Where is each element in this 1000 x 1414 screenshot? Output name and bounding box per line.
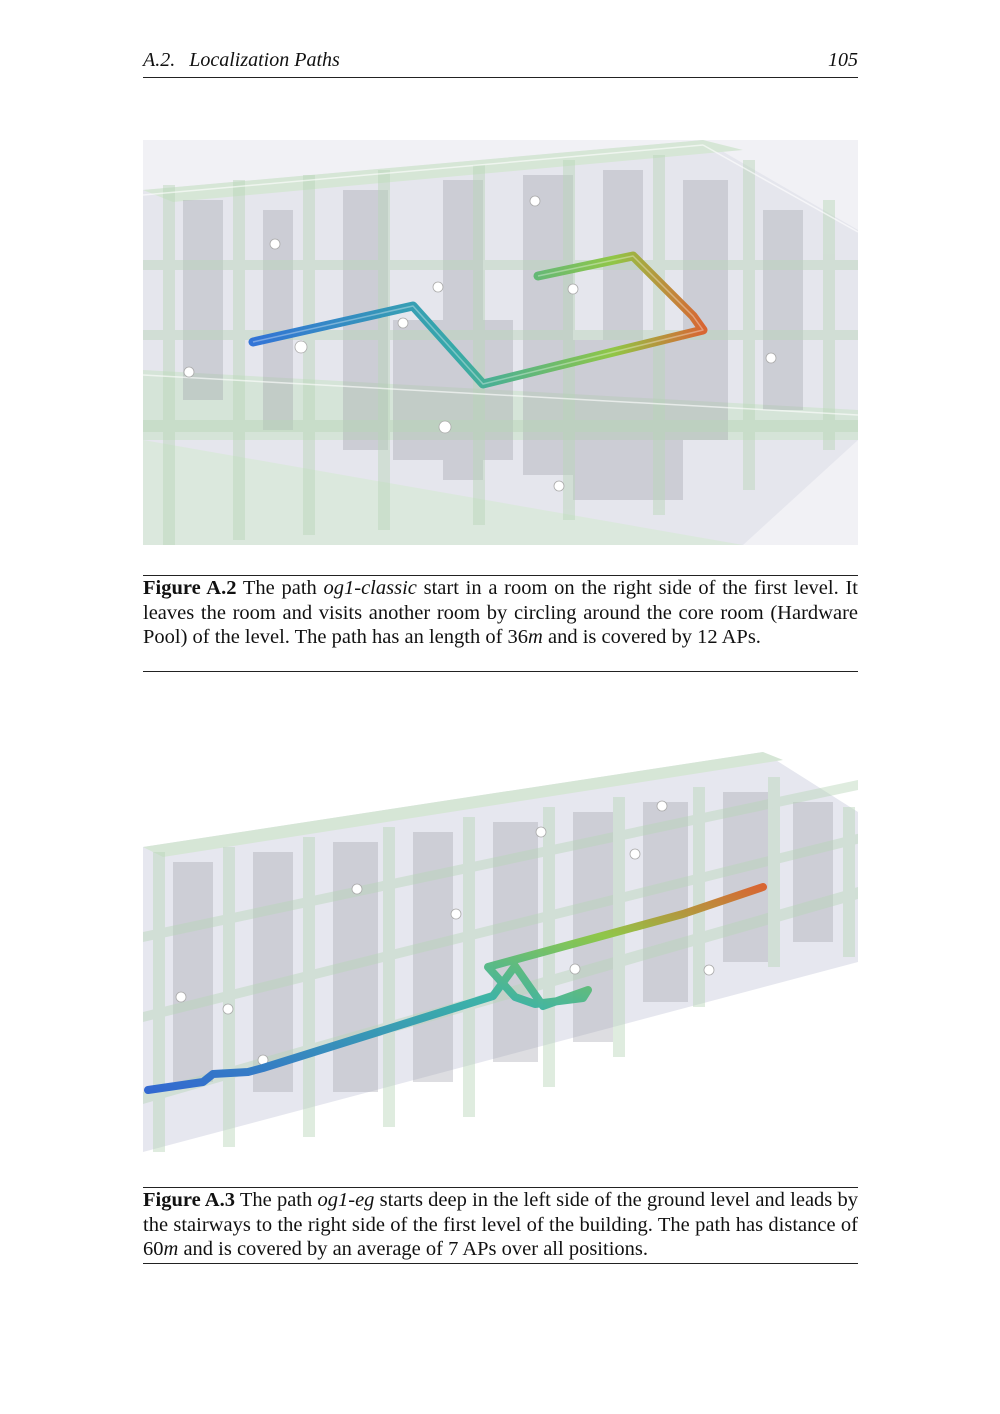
- caption-text: and is covered by 12 APs.: [542, 626, 761, 648]
- header-section: [143, 49, 340, 72]
- unit: m: [528, 626, 543, 648]
- figure-a3-image: [143, 752, 858, 1157]
- figure-a3-caption: [143, 1187, 858, 1264]
- header-section-title: Localization Paths: [189, 49, 340, 71]
- figure-a2-caption: [143, 575, 858, 672]
- path-name: og1-classic: [323, 577, 417, 599]
- figure-a3-label: Figure A.3: [143, 1189, 235, 1211]
- header-section-number: A.2.: [143, 49, 176, 71]
- caption-text: and is covered by an average of 7 APs over all positions.: [178, 1238, 648, 1260]
- building-3d-render-og1-eg: [143, 752, 858, 1157]
- figure-a2-label: Figure A.2: [143, 577, 237, 599]
- path-name: og1-eg: [317, 1189, 375, 1211]
- running-header: [143, 47, 858, 78]
- building-3d-render-og1-classic: [143, 140, 858, 545]
- caption-text: The path: [239, 1189, 318, 1211]
- caption-text: start in a room on the right side of the first level. It leaves the room and visits another room by circling around the core room (Hardware Pool) of the level. The path has an length of 36: [143, 577, 858, 648]
- unit: m: [163, 1238, 179, 1260]
- page-number: 105: [828, 49, 858, 71]
- caption-text: starts deep in the left side of the ground level and leads by the stairways to the right side of the first level of the building. The path has distance of 60: [143, 1189, 859, 1260]
- caption-text: The path: [242, 577, 324, 599]
- figure-a2-image: [143, 140, 858, 545]
